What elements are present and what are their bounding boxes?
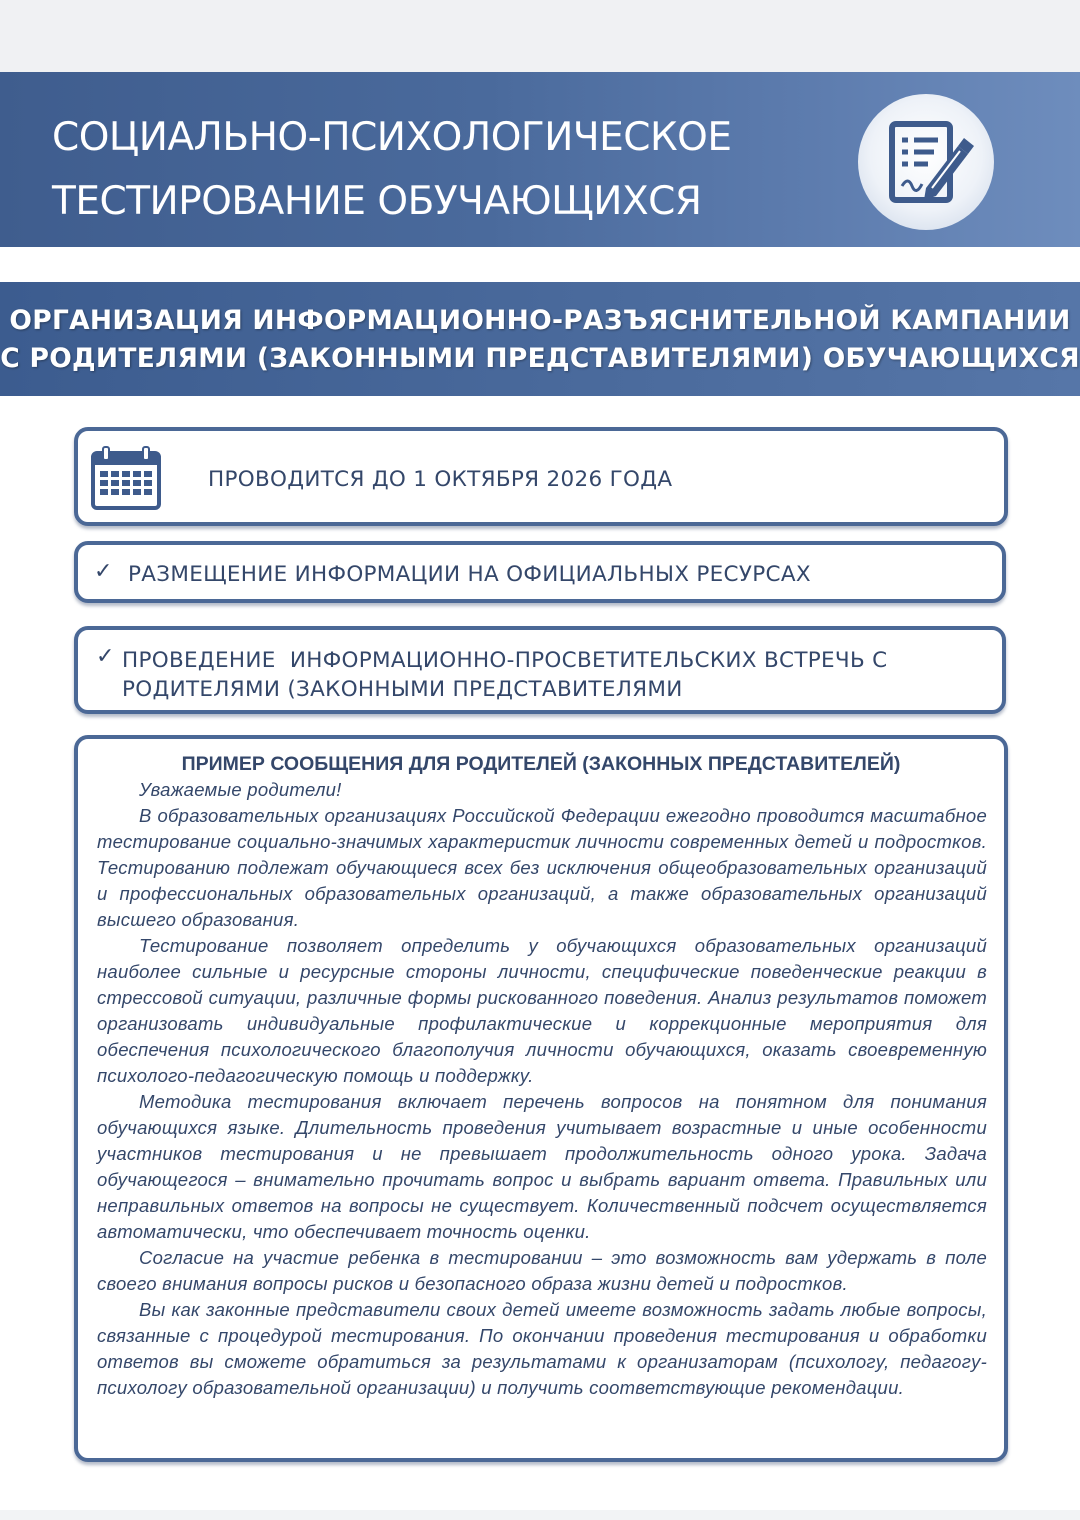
message-greeting: Уважаемые родители! (139, 779, 342, 800)
header-title (52, 106, 732, 234)
message-paragraph: В образовательных организациях Российской Федерации ежегодно проводится масштабное тестирование социально-значимых характеристик личности современных детей и подростков. Тестированию подлежат обучающиеся всех без исключения общеобразовательных организаций и профессиональных образовательных организаций, а также образовательных организаций высшего образования. (97, 805, 987, 930)
deadline-box (74, 427, 1008, 526)
message-paragraph: Согласие на участие ребенка в тестировании – это возможность вам удержать в поле своего внимания вопросы рисков и безопасного образа жизни детей и подростков. (97, 1247, 987, 1294)
item-label (122, 646, 887, 704)
deadline-text: ПРОВОДИТСЯ ДО 1 ОКТЯБРЯ 2026 ГОДА (208, 467, 673, 492)
header-title-line-2: ТЕСТИРОВАНИЕ ОБУЧАЮЩИХСЯ (52, 179, 702, 224)
check-icon: ✓ (94, 559, 113, 584)
banner-line-2: С РОДИТЕЛЯМИ (ЗАКОННЫМИ ПРЕДСТАВИТЕЛЯМИ) ОБУЧАЮЩИХСЯ (0, 343, 1080, 374)
campaign-banner (0, 282, 1080, 396)
item-parent-meetings (74, 626, 1006, 714)
item-label: РАЗМЕЩЕНИЕ ИНФОРМАЦИИ НА ОФИЦИАЛЬНЫХ РЕСУРСАХ (128, 562, 811, 587)
message-title: ПРИМЕР СООБЩЕНИЯ ДЛЯ РОДИТЕЛЕЙ (ЗАКОННЫХ ПРЕДСТАВИТЕЛЕЙ) (181, 753, 901, 775)
item-official-resources (74, 541, 1006, 603)
message-paragraph: Методика тестирования включает перечень вопросов на понятном для понимания обучающихся языке. Длительность проведения учитывает возрастные и иные особенности участников тестирования и не превышает продолжительность одного урока. Задача обучающегося – внимательно прочитать вопрос и выбрать вариант ответа. Правильных или неправильных ответов на вопросы не существует. Количественный подсчет осуществляется автоматически, что обеспечивает точность оценки. (97, 1091, 987, 1242)
header (0, 72, 1080, 247)
banner-text (0, 302, 1080, 378)
item-label-line-2: РОДИТЕЛЯМИ (ЗАКОННЫМИ ПРЕДСТАВИТЕЛЯМИ (122, 677, 683, 702)
message-paragraph: Вы как законные представители своих детей имеете возможность задать любые вопросы, связанные с процедурой тестирования. По окончании проведения тестирования и обработки ответов вы сможете обратиться за результатами к организаторам (психологу, педагогу-психологу образовательной организации) и получить соответствующие рекомендации. (97, 1299, 987, 1398)
calendar-icon (90, 445, 162, 515)
header-title-line-1: СОЦИАЛЬНО-ПСИХОЛОГИЧЕСКОЕ (52, 115, 732, 160)
parent-message-box (74, 735, 1008, 1462)
check-icon: ✓ (96, 644, 115, 669)
top-strip (0, 0, 1080, 72)
item-label-line-1: ПРОВЕДЕНИЕ ИНФОРМАЦИОННО-ПРОСВЕТИТЕЛЬСКИХ ВСТРЕЧЬ С (122, 648, 888, 673)
banner-line-1: ОРГАНИЗАЦИЯ ИНФОРМАЦИОННО-РАЗЪЯСНИТЕЛЬНОЙ КАМПАНИИ (9, 305, 1071, 336)
message-body (97, 777, 987, 1401)
document-signature-icon (858, 94, 994, 230)
message-paragraph: Тестирование позволяет определить у обучающихся образовательных организаций наиболее сильные и ресурсные стороны личности, специфические поведенческие реакции в стрессовой ситуации, различные формы рискованного поведения. Анализ результатов поможет организовать индивидуальные профилактические и коррекционные мероприятия для обеспечения психологического благополучия личности обучающихся, оказать своевременную психолого-педагогическую помощь и поддержку. (97, 935, 987, 1086)
